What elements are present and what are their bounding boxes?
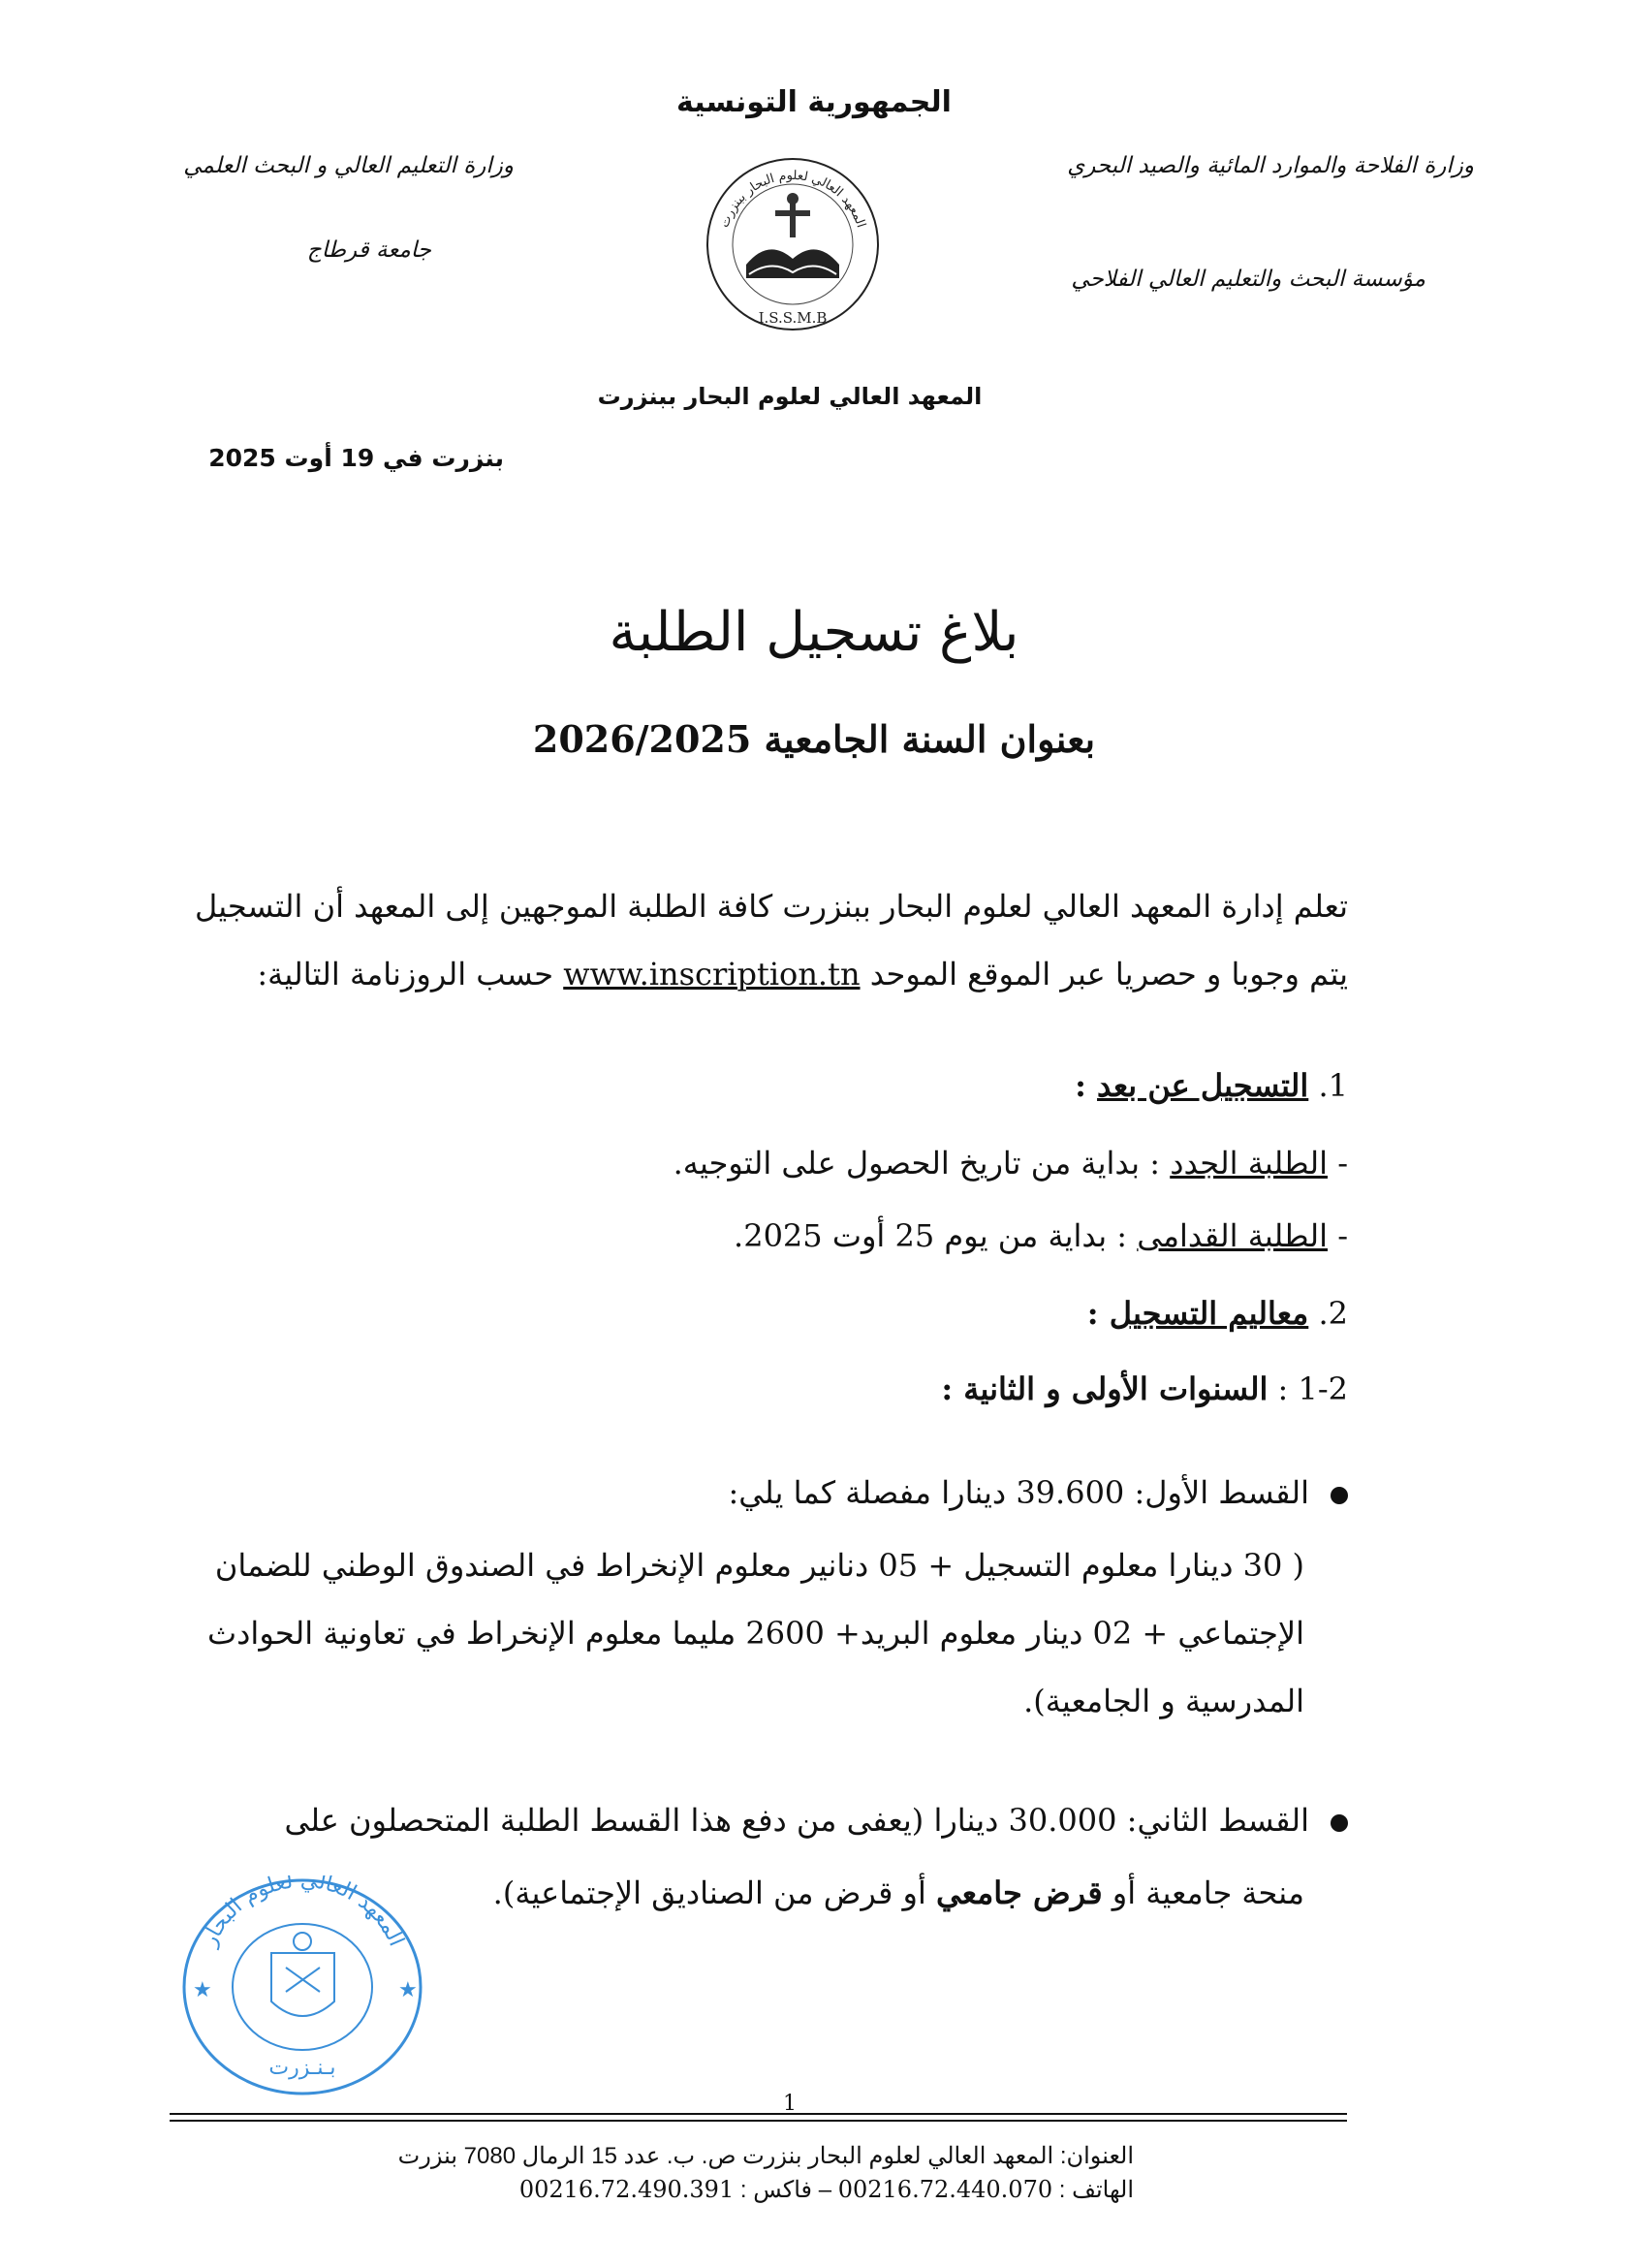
institute-logo [696,150,890,339]
footer-divider-double [170,2120,1347,2122]
page-number: 1 [783,2092,797,2116]
registration-website-link[interactable]: www.inscription.tn [563,956,861,992]
section-1-colon: : [1075,1067,1098,1104]
section-2-1-colon: : [941,1370,964,1407]
intro-paragraph [156,872,1348,1008]
svg-text:★: ★ [398,1978,418,2002]
section-2-colon: : [1086,1295,1110,1332]
section-2-heading [156,1279,1348,1347]
section-1-heading [156,1052,1348,1119]
footer-address: العنوان: المعهد العالي لعلوم البحار بنزرت ص. ب. عدد 15 الرمال 7080 بنزرت [397,2143,1134,2169]
section-2-1-heading [156,1355,1348,1423]
new-students-dash: - [1328,1145,1348,1181]
document-title: بلاغ تسجيل الطلبة [609,601,1019,664]
returning-students-dash: - [1328,1217,1348,1254]
bullet-icon [1331,1487,1348,1504]
section-2-number: 2. [1318,1295,1348,1332]
document-subtitle: بعنوان السنة الجامعية 2026/2025 [532,717,1096,761]
footer-contact [378,2176,1134,2204]
section-1-number: 1. [1318,1067,1348,1104]
second-installment-item [156,1786,1348,1854]
second-installment-text-1: منحة جامعية أو [1112,1874,1304,1911]
returning-students-line [156,1202,1348,1270]
document-date: بنزرت في 19 أوت 2025 [208,444,504,472]
second-installment-title: القسط الثاني: 30.000 دينارا (يعفى من دفع هذا القسط الطلبة المتحصلون على [284,1802,1309,1839]
section-2-1-number: 1-2 : [1268,1370,1348,1407]
returning-students-text: : بداية من يوم 25 أوت 2025. [734,1217,1138,1254]
university-name: جامعة قرطاج [306,237,431,263]
stamp-city-text: بـنـزرت [268,2056,336,2080]
anchor-cross-icon [775,193,810,237]
phone-label: الهاتف : [1052,2177,1134,2203]
official-stamp [179,1875,426,2098]
svg-text:المعهد العالي لعلوم البحار [197,1875,408,1951]
coat-of-arms-icon [271,1933,334,2016]
first-installment-title: القسط الأول: 39.600 دينارا مفصلة كما يلي: [728,1474,1309,1511]
new-students-line [156,1129,1348,1197]
ministry-higher-education: وزارة التعليم العالي و البحث العلمي [183,153,514,178]
research-institution: مؤسسة البحث والتعليم العالي الفلاحي [1071,267,1425,292]
second-installment-text-2: أو قرض من الصناديق الإجتماعية). [492,1874,926,1911]
second-installment-bold: قرض جامعي [936,1874,1103,1911]
logo-ring-text: المعهد العالي لعلوم البحار ببنزرت [717,168,868,230]
section-2-title: معاليم التسجيل [1109,1295,1309,1332]
fax-label: – فاكس : [734,2177,838,2203]
stamp-ring-text: المعهد العالي لعلوم البحار [197,1875,409,1950]
new-students-text: : بداية من تاريخ الحصول على التوجيه. [673,1145,1171,1181]
fax-number: 00216.72.490.391 [518,2176,735,2203]
country-name: الجمهورية التونسية [676,85,952,119]
ministry-agriculture: وزارة الفلاحة والموارد المائية والصيد البحري [1067,153,1474,178]
logo-acronym: I.S.S.M.B [758,309,828,327]
svg-text:★: ★ [193,1978,212,2002]
returning-students-label: الطلبة القدامى [1137,1217,1329,1254]
intro-text-2: حسب الروزنامة التالية: [257,956,554,992]
institute-name: المعهد العالي لعلوم البحار ببنزرت [597,383,983,410]
section-2-1-title: السنوات الأولى و الثانية [963,1370,1269,1407]
footer-divider [170,2113,1347,2115]
bullet-icon [1331,1814,1348,1832]
new-students-label: الطلبة الجدد [1170,1145,1329,1181]
section-1-title: التسجيل عن بعد [1097,1067,1309,1104]
first-installment-item [156,1459,1348,1527]
first-installment-detail: ( 30 دينارا معلوم التسجيل + 05 دنانير معلوم الإنخراط في الصندوق الوطني للضمان الإجتماعي + 02 دينار معلوم البريد+ 2600 مليما معلوم الإنخراط في تعاونية الحوادث المدرسية و الجامعية). [207,1547,1304,1719]
intro-text-1: تعلم إدارة المعهد العالي لعلوم البحار ببنزرت كافة الطلبة الموجهين إلى المعهد أن التسجيل يتم وجوبا و حصريا عبر الموقع الموحد [195,888,1348,992]
phone-number: 00216.72.440.070 [837,2176,1053,2203]
